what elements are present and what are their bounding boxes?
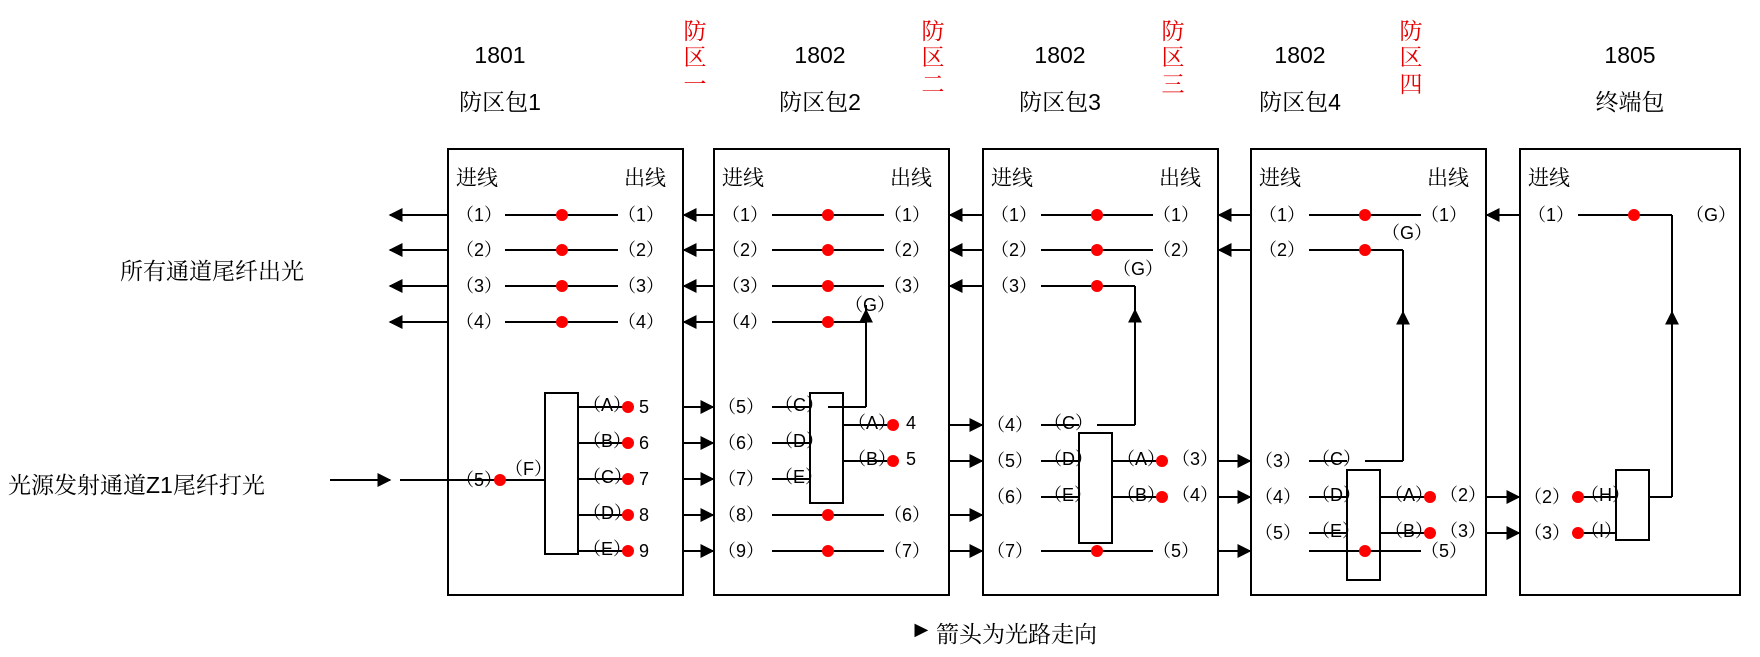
pack-3-out-label: 出线: [1159, 167, 1201, 190]
pack-3-in-pin-6: （6）: [987, 487, 1034, 507]
pack-4-out-pin-2: （2）: [1440, 485, 1487, 505]
zone-label-1: 防 区 一: [683, 18, 707, 97]
pack-3-out-pin-2: （2）: [1153, 240, 1200, 260]
pack-1-out-pin-7: 7: [639, 469, 650, 489]
pack-1-out-pin-4: （4）: [618, 312, 665, 332]
pack-4-in-label: 进线: [1259, 167, 1301, 190]
pack-2-out-pin-2: （2）: [884, 240, 931, 260]
pack-1-out-pin-5: 5: [639, 397, 650, 417]
pack-1-letter-B: （B）: [583, 431, 632, 451]
pack-4-in-pin-2: （2）: [1259, 240, 1306, 260]
footer-note: 箭头为光路走向: [936, 621, 1097, 647]
pack-3-letter-E: （E）: [1044, 485, 1093, 505]
pack-name-3: 防区包3: [1019, 89, 1101, 115]
pack-3-out-pin-3: （3）: [1172, 449, 1219, 469]
pack-4-in-pin-1: （1）: [1259, 205, 1306, 225]
pack-1-out-pin-2: （2）: [618, 240, 665, 260]
pack-5-in-pin-2: （2）: [1524, 487, 1571, 507]
pack-2-in-pin-8: （8）: [718, 505, 765, 525]
pack-5-letter-H: （H）: [1581, 485, 1630, 505]
zone-label-3: 防 区 三: [1161, 18, 1185, 97]
pack-5-in-pin-3: （3）: [1524, 523, 1571, 543]
pack-2-in-pin-9: （9）: [718, 541, 765, 561]
note-light-source: 光源发射通道Z1尾纤打光: [8, 472, 265, 498]
pack-2-out-pin-6: （6）: [884, 505, 931, 525]
pack-2-in-pin-7: （7）: [718, 469, 765, 489]
pack-2-out-G: （G）: [845, 295, 896, 315]
pack-1-out-pin-6: 6: [639, 433, 650, 453]
pack-4-out-pin-1: （1）: [1421, 205, 1468, 225]
pack-2-in-pin-6: （6）: [718, 433, 765, 453]
pack-2-passthrough-lines: [772, 209, 899, 557]
pack-2-out-pin-3: （3）: [884, 276, 931, 296]
pack-5-in-label: 进线: [1528, 167, 1570, 190]
pack-model-1: 1801: [474, 42, 526, 68]
pack-1-letter-E: （E）: [583, 539, 632, 559]
pack-2-out-4-num: 4: [906, 413, 917, 433]
pack-3-in-label: 进线: [991, 167, 1033, 190]
note-all-channels: 所有通道尾纤出光: [120, 258, 304, 284]
pack-3-letter-C: （C）: [1044, 413, 1093, 433]
pack-1-in-pin-1: （1）: [456, 205, 503, 225]
pack-1-out-pin-8: 8: [639, 505, 650, 525]
pack-3-in-pin-1: （1）: [991, 205, 1038, 225]
pack-model-5: 1805: [1604, 42, 1656, 68]
pack-2-in-label: 进线: [722, 167, 764, 190]
pack-1-out-label: 出线: [624, 167, 666, 190]
pack-4-in-pin-5: （5）: [1255, 523, 1302, 543]
pack-3-out-B: （B）: [1117, 485, 1166, 505]
pack-1-letter-C: （C）: [583, 467, 632, 487]
pack-2-out-pin-1: （1）: [884, 205, 931, 225]
pack-1-in-pin-2: （2）: [456, 240, 503, 260]
pack-3-out-G: （G）: [1113, 259, 1164, 279]
pack-4-in-pin-3: （3）: [1255, 451, 1302, 471]
left-output-arrows: [390, 215, 447, 322]
pack-4-out-pin-3: （3）: [1440, 521, 1487, 541]
pack-model-3: 1802: [1034, 42, 1086, 68]
pack-2-in-pin-4: （4）: [722, 312, 769, 332]
footer-arrow-icon: ►: [910, 616, 933, 642]
pack-4-in-pin-4: （4）: [1255, 487, 1302, 507]
pack-5-out-G: （G）: [1686, 205, 1737, 225]
pack-3-out-pin-4: （4）: [1172, 485, 1219, 505]
pack-4-out-label: 出线: [1427, 167, 1469, 190]
pack1-pack2-links: [684, 215, 713, 551]
pack-1-out-pin-9: 9: [639, 541, 650, 561]
pack-2-in-pin-5: （5）: [718, 397, 765, 417]
pack-2-out-5-num: 5: [906, 449, 917, 469]
pack-4-out-G: （G）: [1382, 223, 1433, 243]
pack-name-5: 终端包: [1595, 89, 1665, 115]
pack-1-passthrough-lines: [505, 209, 618, 328]
pack-1-in-pin-3: （3）: [456, 276, 503, 296]
pack-name-4: 防区包4: [1259, 89, 1341, 115]
pack-3-in-pin-5: （5）: [987, 451, 1034, 471]
pack2-pack3-links: [950, 215, 982, 551]
pack-2-out-B: （B）: [848, 449, 897, 469]
pack4-pack5-links: [1487, 215, 1519, 533]
pack-4-out-pin-5: （5）: [1421, 541, 1468, 561]
pack-2-out-A: （A）: [848, 413, 897, 433]
pack-5-in-pin-1: （1）: [1528, 205, 1575, 225]
pack-2-in-pin-3: （3）: [722, 276, 769, 296]
pack-1-letter-A: （A）: [583, 395, 632, 415]
pack-2-in-pin-1: （1）: [722, 205, 769, 225]
pack-name-1: 防区包1: [459, 89, 541, 115]
pack-1-in-label: 进线: [456, 167, 498, 190]
pack-1-in-pin-4: （4）: [456, 312, 503, 332]
pack-2-out-pin-7: （7）: [884, 541, 931, 561]
pack-model-4: 1802: [1274, 42, 1326, 68]
pack-3-letter-D: （D）: [1044, 449, 1093, 469]
pack-4-out-A: （A）: [1385, 485, 1434, 505]
pack-5-letter-I: （I）: [1581, 521, 1623, 541]
pack-3-out-A: （A）: [1117, 449, 1166, 469]
pack-3-in-pin-3: （3）: [991, 276, 1038, 296]
pack-2-letter-D: （D）: [775, 431, 824, 451]
pack-1-out-pin-1: （1）: [618, 205, 665, 225]
zone-label-2: 防 区 二: [921, 18, 945, 97]
pack-2-in-pin-2: （2）: [722, 240, 769, 260]
pack-3-in-pin-2: （2）: [991, 240, 1038, 260]
pack-name-2: 防区包2: [779, 89, 861, 115]
pack-4-letter-D: （D）: [1312, 485, 1361, 505]
pack-1-letter-D: （D）: [583, 503, 632, 523]
zone-label-4: 防 区 四: [1399, 18, 1423, 97]
pack-4-letter-E: （E）: [1312, 521, 1361, 541]
pack-1-out-pin-3: （3）: [618, 276, 665, 296]
pack-2-letter-C: （C）: [775, 395, 824, 415]
pack-3-in-pin-7: （7）: [987, 541, 1034, 561]
pack-2-out-label: 出线: [890, 167, 932, 190]
pack3-pack4-links: [1219, 215, 1250, 551]
pack-1-in-pin-5: （5）: [456, 470, 503, 490]
pack-4-out-B: （B）: [1385, 521, 1434, 541]
pack-3-out-pin-1: （1）: [1153, 205, 1200, 225]
pack-3-out-pin-5: （5）: [1153, 541, 1200, 561]
pack-4-letter-C: （C）: [1312, 449, 1361, 469]
pack-1-letter-F: （F）: [505, 459, 552, 479]
pack-model-2: 1802: [794, 42, 846, 68]
pack-2-letter-E: （E）: [775, 467, 824, 487]
pack-3-in-pin-4: （4）: [987, 415, 1034, 435]
